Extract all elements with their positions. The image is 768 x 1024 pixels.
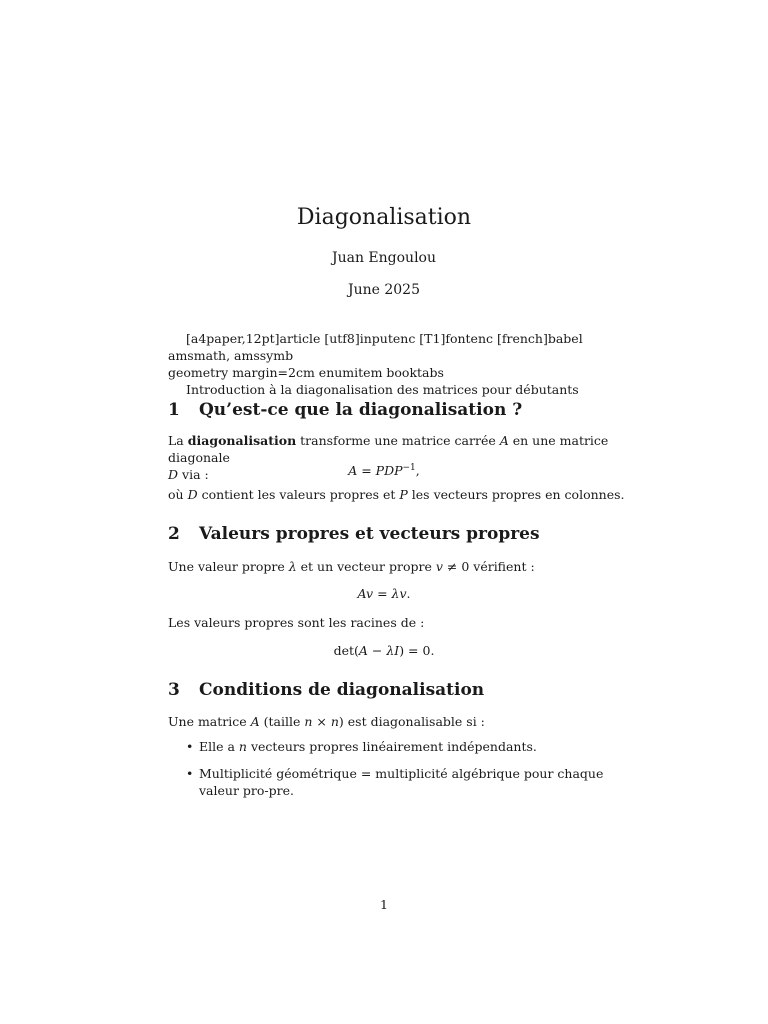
conditions-list — [186, 738, 606, 809]
math-var: A — [358, 643, 368, 658]
section-3-number: 3 — [168, 680, 180, 700]
text-fragment: transforme une matrice carrée — [296, 433, 500, 448]
math-op: = — [357, 463, 376, 479]
math-var: PDP — [375, 463, 403, 479]
text-fragment: Multiplicité géométrique = multiplicité algébrique pour chaque valeur pro-pre. — [199, 766, 604, 798]
text-fragment: où — [168, 487, 188, 502]
list-item — [186, 738, 606, 755]
equation-diagonalisation — [168, 463, 600, 478]
math-var: n — [238, 739, 247, 754]
math-var: λ — [288, 559, 297, 574]
text-fragment: La — [168, 433, 188, 448]
document-author: Juan Engoulou — [331, 250, 436, 266]
section-2-title: Valeurs propres et vecteurs propres — [199, 524, 540, 544]
text-fragment: (taille — [259, 714, 305, 729]
section-2-number: 2 — [168, 524, 180, 544]
section-3-title: Conditions de diagonalisation — [199, 680, 485, 700]
preamble-line-3: Introduction à la diagonalisation des matrices pour débutants — [186, 382, 579, 397]
math-var: λI — [386, 643, 400, 658]
section-1-title: Qu’est-ce que la diagonalisation ? — [199, 400, 523, 420]
math-op: × — [312, 714, 331, 729]
equation-eigen — [168, 586, 600, 601]
section-2-heading — [168, 524, 540, 544]
text-fragment: via : — [178, 467, 209, 482]
math-op: ≠ 0 — [442, 559, 470, 574]
bullet-icon: • — [186, 766, 194, 781]
math-var: D — [168, 467, 179, 482]
math-var: λv — [391, 586, 407, 601]
section-3-intro — [168, 713, 630, 730]
bold-term: diagonalisation — [187, 433, 297, 448]
math-var: v — [435, 559, 443, 574]
text-fragment: vecteurs propres linéairement indépendants. — [246, 739, 537, 754]
text-fragment: contient les valeurs propres et — [197, 487, 400, 502]
math-op: − — [367, 643, 387, 658]
math-op: ) = 0. — [399, 643, 435, 658]
text-fragment: en une matrice diagonale — [168, 433, 609, 465]
preamble-line-2: geometry margin=2cm enumitem booktabs — [168, 365, 444, 380]
page-number: 1 — [380, 897, 388, 912]
text-fragment: les vecteurs propres en colonnes. — [407, 487, 625, 502]
text-fragment: vérifient : — [469, 559, 535, 574]
text-fragment: et un vecteur propre — [296, 559, 436, 574]
preamble-text — [168, 330, 630, 398]
document-title: Diagonalisation — [296, 205, 472, 230]
document-date: June 2025 — [347, 282, 420, 298]
math-var: Av — [357, 586, 374, 601]
math-var: A — [348, 463, 358, 479]
section-2-roots: Les valeurs propres sont les racines de : — [168, 615, 425, 630]
list-item — [186, 765, 606, 799]
math-var: n — [330, 714, 339, 729]
math-var: P — [399, 487, 408, 502]
preamble-line-1: [a4paper,12pt]article [utf8]inputenc [T1]fontenc [french]babel amsmath, amssymb — [168, 331, 583, 363]
math-op: = — [373, 586, 392, 601]
math-var: n — [304, 714, 313, 729]
section-1-number: 1 — [168, 400, 180, 420]
math-op: , — [415, 463, 420, 479]
math-op: det( — [333, 643, 359, 658]
section-3-heading — [168, 680, 484, 700]
section-1-heading — [168, 400, 522, 420]
section-2-intro — [168, 558, 630, 575]
text-fragment: Elle a — [199, 739, 239, 754]
text-fragment: Une valeur propre — [168, 559, 289, 574]
section-1-after — [168, 486, 630, 503]
math-var: A — [250, 714, 260, 729]
math-var: D — [187, 487, 198, 502]
equation-characteristic — [168, 643, 600, 658]
bullet-icon: • — [186, 739, 194, 754]
math-exponent: −1 — [402, 463, 416, 473]
text-fragment: ) est diagonalisable si : — [338, 714, 485, 729]
math-var: A — [499, 433, 509, 448]
text-fragment: Une matrice — [168, 714, 251, 729]
math-op: . — [406, 586, 411, 601]
